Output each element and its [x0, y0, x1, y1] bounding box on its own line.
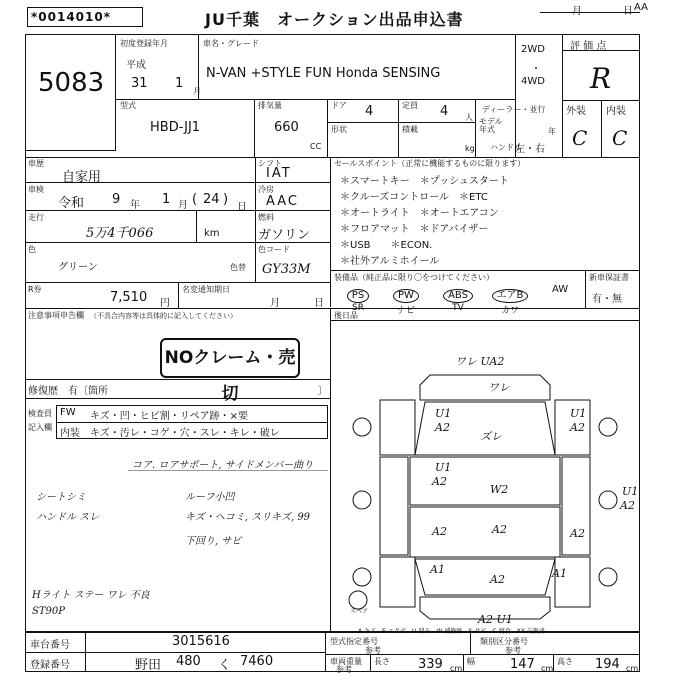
model-year-unit: 年	[548, 127, 556, 136]
color-label: 色	[28, 245, 36, 254]
selling-points-label: セールスポイント（正常に機能するものに限ります）	[334, 159, 526, 168]
registration-number: 7460	[240, 654, 274, 669]
ac-value: AAC	[266, 194, 299, 209]
load-unit: kg	[465, 144, 475, 153]
vehicle-name: N-VAN +STYLE FUN Honda SENSING	[206, 66, 441, 81]
capacity-value: 4	[440, 104, 449, 119]
diagram-mark: U1	[570, 407, 587, 420]
diagram-mark: U1	[435, 407, 452, 420]
selling-point-item: ＊スマートキー ＊プッシュスタート	[340, 176, 509, 187]
displacement-value: 660	[274, 120, 299, 135]
weight-label: 車両重量	[330, 657, 362, 666]
drive-4wd: 4WD	[521, 76, 545, 87]
width-unit: cm	[541, 664, 554, 673]
interior-grade: C	[612, 126, 628, 150]
type-value: HBD-JJ1	[150, 120, 201, 135]
inspection-day-unit: 日	[237, 202, 247, 213]
inspection-day: 24	[203, 192, 220, 207]
interior-check-items: キズ・汚レ・コゲ・穴・スレ・キレ・破レ	[90, 428, 280, 439]
type-spec-ref: 参考	[365, 646, 381, 655]
first-reg-label: 初度登録年月	[120, 39, 168, 48]
fw-items: キズ・凹・ヒビ割・リペア跡・×要	[90, 411, 248, 422]
diagram-mark: W2	[490, 483, 509, 496]
header-month-label: 月	[572, 6, 582, 17]
diagram-mark: A2	[492, 523, 507, 536]
class-label: 類別区分番号	[480, 637, 528, 646]
handwritten-note: ルーフ小凹	[185, 492, 235, 503]
exterior-grade: C	[572, 126, 588, 150]
reg-year: 31	[131, 76, 148, 91]
back-order-label: 後日品	[334, 311, 358, 320]
inspector-label-2: 記入欄	[28, 423, 52, 432]
ac-label: 冷房	[258, 185, 274, 194]
color-code-value: GY33M	[262, 262, 311, 277]
doors-label: ドア	[331, 101, 347, 110]
drive-dot: ・	[531, 64, 541, 75]
no-claim-stamp: NOクレーム・売切	[160, 338, 300, 378]
reg-month: 1	[175, 76, 184, 91]
mileage-label: 走行	[28, 213, 44, 222]
reg-era: 平成	[126, 60, 146, 71]
diagram-mark: A2 U1	[478, 613, 513, 626]
handle-value: 左・右	[515, 144, 545, 155]
caution-label: 注意事項申告欄	[28, 311, 84, 320]
length-unit: cm	[450, 664, 463, 673]
inspection-day-open: (	[192, 192, 198, 207]
header-day-label: 日	[623, 6, 633, 17]
shift-label: シフト	[258, 159, 282, 168]
chassis-number: 3015616	[172, 634, 230, 649]
inspection-day-close: )	[223, 192, 229, 207]
exterior-label: 外装	[566, 106, 586, 117]
diagram-mark: A2	[570, 527, 585, 540]
equip-abs: ABS TV	[436, 283, 480, 313]
equip-aw: AW	[552, 284, 569, 295]
height-label: 高さ	[557, 657, 573, 666]
equip-ps: PS SR	[340, 283, 376, 313]
diagram-mark: A2	[570, 421, 585, 434]
color-code-label: 色コード	[258, 245, 290, 254]
selling-point-item: ＊クルーズコントロール ＊ETC	[340, 192, 488, 203]
rating-label: 評 価 点	[570, 41, 607, 52]
inspector-label: 検査員	[28, 409, 52, 418]
lot-number: 5083	[38, 68, 105, 98]
dealer-label: ディーラー・並行	[482, 105, 546, 114]
displacement-unit: CC	[310, 142, 322, 151]
handwritten-note: キズ・ヘコミ, スリキズ, 99	[185, 512, 311, 523]
inspection-label: 車検	[28, 185, 44, 194]
form-title: JU千葉 オークション出品申込書	[205, 10, 464, 29]
handwritten-note: シートシミ	[36, 492, 86, 503]
length-label: 長さ	[374, 657, 390, 666]
drive-2wd: 2WD	[521, 44, 545, 55]
weight-ref: 参考	[336, 665, 352, 674]
diagram-mark: ズレ	[480, 430, 502, 443]
handwritten-note: ハンドル スレ	[36, 512, 100, 523]
model-year-label: モデル年式	[479, 117, 503, 134]
mileage-unit: km	[204, 228, 220, 239]
equip-pw: PW ナビ	[386, 283, 426, 316]
diagram-mark: A2	[620, 499, 635, 512]
inspection-year: 9	[112, 192, 121, 207]
height-value: 194	[595, 657, 620, 672]
name-change-label: 名変通知期日	[182, 285, 230, 294]
name-change-month: 月	[270, 298, 280, 309]
diagram-mark: ワレ	[488, 381, 510, 394]
caution-sub: （不具合内容等は具体的に記入してください）	[90, 312, 237, 320]
class-ref: 参考	[505, 646, 521, 655]
diagram-mark: A2	[435, 421, 450, 434]
registration-area: 野田	[135, 658, 162, 673]
diagram-mark: ワレ UA2	[455, 355, 505, 368]
damage-legend: A-キズ E-エクボ U-凹み W-補修跡 S-サビ C-腐食 XX-交換済	[358, 628, 545, 635]
type-spec-label: 型式指定番号	[330, 637, 378, 646]
capacity-label: 定員	[402, 101, 418, 110]
interior-check-label: 内装	[60, 428, 80, 439]
spare-label: スペア	[350, 608, 369, 615]
registration-label: 登録番号	[30, 660, 70, 671]
load-label: 積載	[402, 125, 418, 134]
diagram-mark: U1	[622, 485, 639, 498]
inspection-month-unit: 月	[178, 200, 188, 211]
diagram-mark: A1	[552, 567, 567, 580]
inspection-year-unit: 年	[130, 200, 140, 211]
recycle-label: R券	[28, 285, 42, 294]
diagram-mark: A1	[430, 563, 445, 576]
handwritten-note: Hライト ステー ワレ 不良	[32, 590, 150, 601]
doors-value: 4	[365, 104, 374, 119]
diagram-mark: A2	[432, 475, 447, 488]
interior-label: 内装	[606, 106, 626, 117]
selling-point-item: ＊フロアマット ＊ドアバイザー	[340, 224, 489, 235]
diagram-mark: A2	[432, 525, 447, 538]
car-damage-diagram	[340, 345, 639, 635]
chassis-label: 車台番号	[30, 640, 70, 651]
repair-history-label: 修復歴 有〔箇所	[28, 386, 108, 397]
history-label: 車歴	[28, 159, 44, 168]
capacity-unit: 人	[465, 113, 473, 122]
width-value: 147	[510, 657, 535, 672]
shift-value: IAT	[266, 166, 292, 181]
selling-point-item: ＊オートライト ＊オートエアコン	[340, 208, 499, 219]
rating-score: R	[590, 62, 612, 95]
length-value: 339	[418, 657, 443, 672]
diagram-mark: A2	[490, 573, 505, 586]
color-value: グリーン	[58, 262, 98, 273]
registration-kana: く	[218, 658, 232, 673]
reg-month-unit: 月	[193, 87, 201, 96]
repair-history-close: 〕	[318, 386, 328, 397]
equip-airbag: エアB カワ	[488, 283, 532, 316]
handle-label: ハンドル	[490, 143, 522, 152]
mileage-value: 5万4千066	[86, 226, 154, 241]
history-value: 自家用	[62, 170, 102, 185]
handwritten-note: ST90P	[32, 606, 65, 617]
height-unit: cm	[626, 664, 639, 673]
equipment-label: 装備品（純正品に限り〇をつけてください）	[334, 273, 494, 282]
diagram-mark: U1	[435, 461, 452, 474]
selling-point-item: ＊社外アルミホイール	[340, 256, 440, 267]
selling-point-item: ＊USB ＊ECON.	[340, 240, 433, 251]
new-cert-value: 有・無	[592, 294, 622, 305]
displacement-label: 排気量	[258, 101, 282, 110]
inspection-era: 令和	[58, 196, 85, 211]
inspection-month: 1	[162, 192, 171, 207]
registration-class: 480	[176, 654, 201, 669]
vehicle-name-label: 車名・グレード	[203, 39, 259, 48]
repaint-label: 色替	[230, 263, 246, 272]
fuel-label: 燃料	[258, 213, 274, 222]
type-label: 型式	[120, 101, 136, 110]
header-aa-label: AA	[634, 2, 648, 13]
shape-label: 形状	[331, 125, 347, 134]
new-cert-label: 新車保証書	[589, 273, 629, 282]
recycle-yen: 円	[160, 298, 170, 309]
handwritten-note: 下回り, サビ	[185, 536, 242, 547]
name-change-day: 日	[314, 298, 324, 309]
fw-label: FW	[60, 407, 76, 418]
serial-number: *0014010*	[27, 7, 143, 27]
recycle-amount: 7,510	[110, 290, 148, 305]
width-label: 幅	[467, 657, 475, 666]
handwritten-note: コア. ロアサポート, サイドメンバー曲り	[132, 460, 314, 471]
fuel-value: ガソリン	[258, 228, 311, 243]
